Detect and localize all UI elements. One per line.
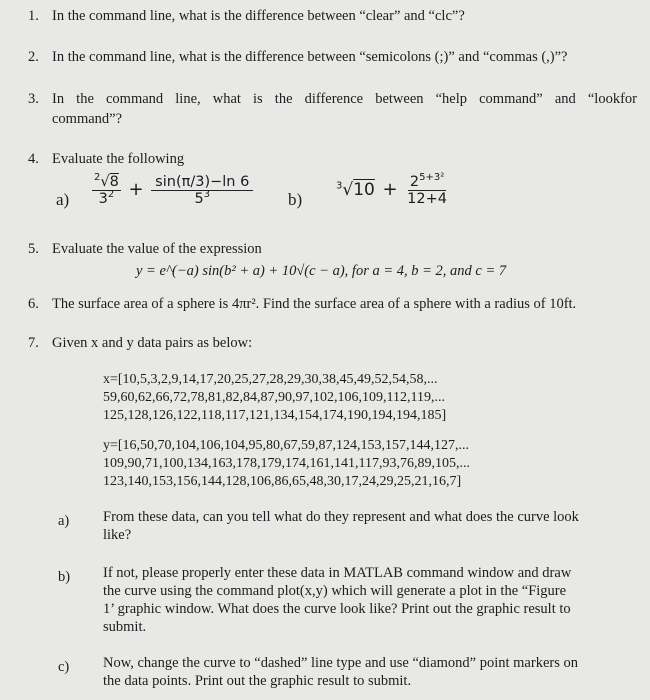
question-text: Evaluate the following — [52, 151, 185, 167]
text-line: Now, change the curve to “dashed” line type and use “diamond” point markers on — [103, 655, 578, 671]
numerator: sin(π/3)−ln 6 — [151, 174, 253, 191]
question-number: 1. — [28, 8, 39, 24]
question-number: 5. — [28, 241, 39, 257]
x-data-line: 125,128,126,122,118,117,121,134,154,174,190,194,194,185] — [103, 408, 447, 423]
part-b-text — [103, 564, 623, 636]
exponent: 2 — [107, 189, 115, 201]
question-number: 7. — [28, 335, 39, 351]
x-data-block — [103, 371, 446, 425]
question-text-line2: command”? — [52, 111, 123, 127]
denominator — [192, 191, 212, 207]
question-text: In the command line, what is the difference between “clear” and “clc”? — [52, 8, 465, 24]
text-line: If not, please properly enter these data in MATLAB command window and draw — [103, 565, 572, 581]
question-number: 2. — [28, 49, 39, 65]
y-data-line: 109,90,71,100,134,163,178,179,174,161,141,117,93,76,89,105,... — [103, 456, 470, 471]
question-text: Given x and y data pairs as below: — [52, 335, 253, 351]
part-label: a) — [56, 190, 70, 209]
fraction — [405, 174, 449, 207]
plus-sign: + — [128, 178, 144, 200]
y-data-line: y=[16,50,70,104,106,104,95,80,67,59,87,124,153,157,144,127,... — [103, 438, 470, 453]
exponent: 5+3² — [419, 172, 445, 184]
question-number: 6. — [28, 296, 39, 312]
question-text-line1: In the command line, what is the difference between “help command” and “lookfor — [52, 91, 637, 107]
denominator — [97, 191, 117, 207]
expression: y = e^(−a) sin(b² + a) + 10√(c − a), for a = 4, b = 2, and c = 7 — [136, 263, 507, 279]
expression-a — [92, 174, 253, 207]
root-index: 2 — [94, 172, 101, 184]
numerator — [408, 174, 446, 191]
question-number: 4. — [28, 151, 39, 167]
y-data-block — [103, 437, 470, 491]
text-line: the curve using the command plot(x,y) which will generate a plot in the “Figure — [103, 583, 567, 599]
text-line: like? — [103, 527, 132, 543]
fraction-1 — [92, 174, 121, 207]
part-label: b) — [288, 190, 303, 209]
part-a-label: a) — [58, 513, 70, 529]
base: 5 — [194, 191, 204, 207]
text-line: From these data, can you tell what do they represent and what does the curve look — [103, 509, 579, 525]
question-text: The surface area of a sphere is 4πr². Find the surface area of a sphere with a radius of 10ft. — [52, 296, 577, 312]
y-data-line: 123,140,153,156,144,128,106,86,65,48,30,17,24,29,25,21,16,7] — [103, 474, 462, 489]
question-text: Evaluate the value of the expression — [52, 241, 262, 257]
question-text: In the command line, what is the difference between “semicolons (;)” and “commas (,)”? — [52, 49, 568, 65]
text-line: the data points. Print out the graphic result to submit. — [103, 673, 412, 689]
plus-sign: + — [382, 178, 398, 200]
numerator: $^2$√8 — [94, 172, 119, 190]
expression-b — [336, 174, 449, 207]
root-index: 3 — [336, 179, 343, 191]
part-b-label: b) — [58, 569, 71, 585]
text-line: submit. — [103, 619, 147, 635]
part-c-label: c) — [58, 659, 70, 675]
base: 3 — [98, 191, 108, 207]
radicand: 8 — [109, 174, 119, 190]
fraction-2 — [151, 174, 253, 207]
x-data-line: x=[10,5,3,2,9,14,17,20,25,27,28,29,30,38,45,49,52,54,58,... — [103, 372, 438, 387]
part-c-text — [103, 654, 623, 690]
x-data-line: 59,60,62,66,72,78,81,82,84,87,90,97,102,106,109,112,119,... — [103, 390, 445, 405]
cube-root: $^3$√10 — [336, 179, 375, 200]
denominator: 12+4 — [407, 191, 447, 207]
radicand: 10 — [353, 179, 375, 200]
question-number: 3. — [28, 91, 39, 107]
exponent: 3 — [203, 189, 211, 201]
part-a-text — [103, 508, 623, 544]
text-line: 1’ graphic window. What does the curve look like? Print out the graphic result to — [103, 601, 571, 617]
base: 2 — [409, 174, 420, 190]
